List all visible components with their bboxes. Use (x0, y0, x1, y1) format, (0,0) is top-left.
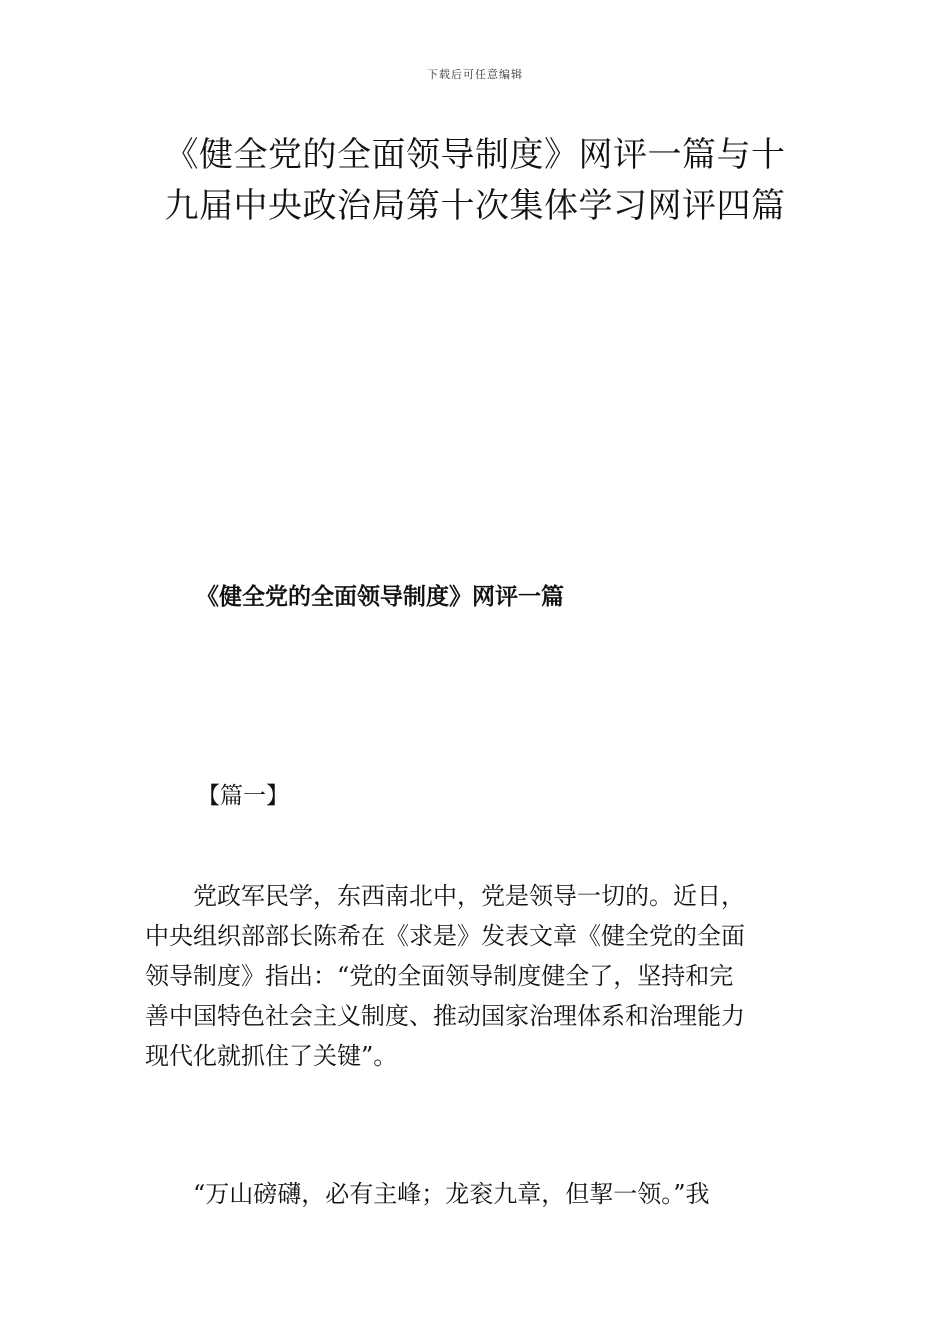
paragraph-line: 善中国特色社会主义制度、推动国家治理体系和治理能力 (145, 1002, 745, 1030)
paragraph-line: 党政军民学，东西南北中，党是领导一切的。近日， (193, 882, 745, 910)
paragraph-line: 现代化就抓住了关键”。 (145, 1042, 398, 1070)
part-label: 【篇一】 (197, 783, 289, 809)
document-title-line-2: 九届中央政治局第十次集体学习网评四篇 (164, 186, 786, 226)
paragraph-line: 领导制度》指出：“党的全面领导制度健全了，坚持和完 (145, 962, 734, 990)
document-title (150, 130, 800, 232)
paragraph-line: “万山磅礴，必有主峰；龙衮九章，但挈一领。”我 (193, 1180, 710, 1208)
body-paragraph-1 (145, 876, 807, 1076)
paragraph-line: 中央组织部部长陈希在《求是》发表文章《健全党的全面 (145, 922, 745, 950)
document-title-line-1: 《健全党的全面领导制度》网评一篇与十 (164, 135, 786, 175)
page-header-note: 下载后可任意编辑 (427, 68, 523, 81)
body-paragraph-2 (145, 1174, 807, 1214)
section-heading: 《健全党的全面领导制度》网评一篇 (196, 583, 564, 610)
